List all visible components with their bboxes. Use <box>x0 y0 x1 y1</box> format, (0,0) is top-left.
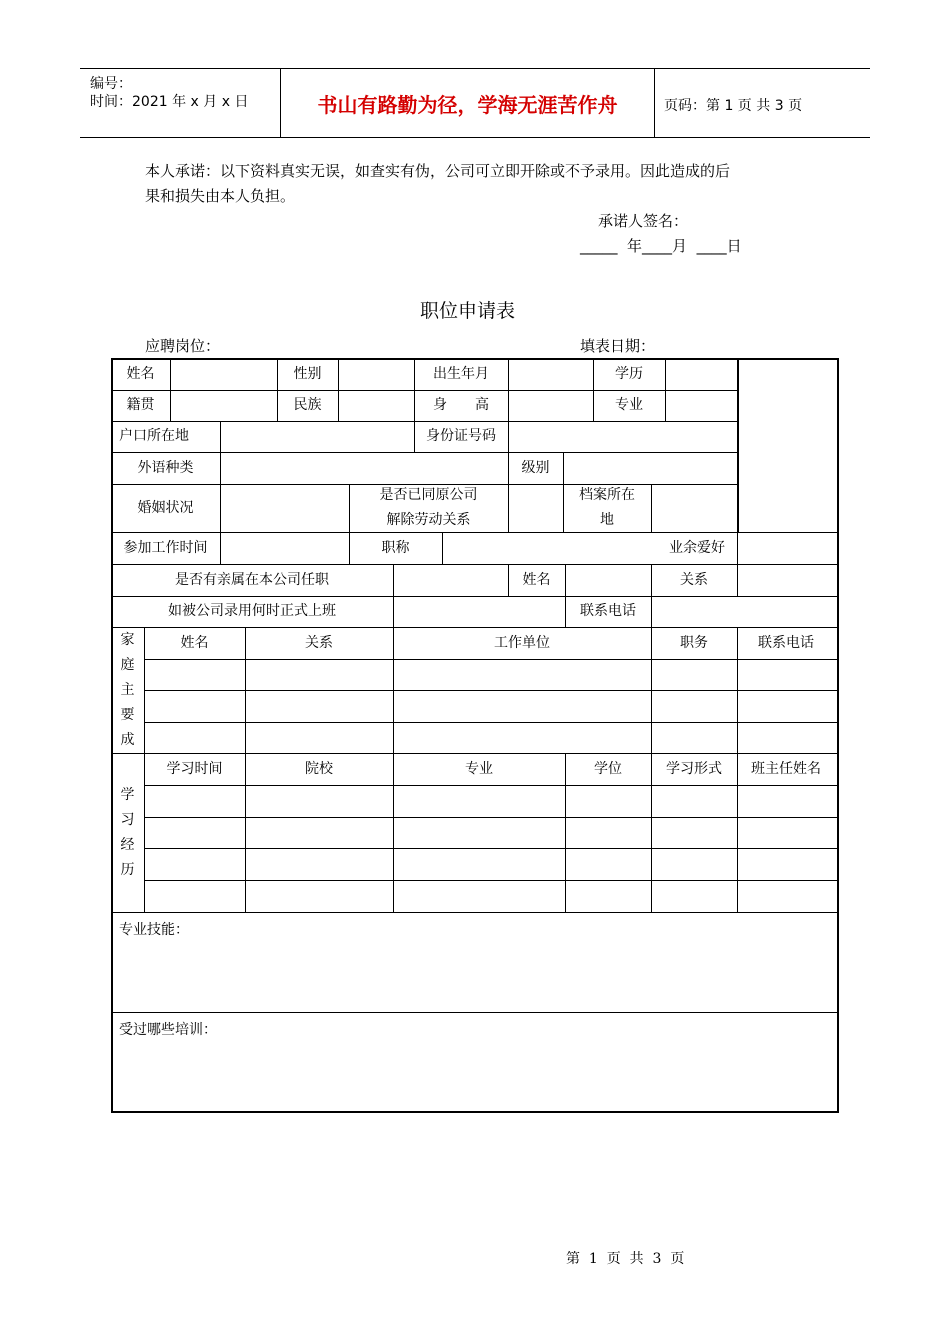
id-number-label: 身份证号码 <box>426 428 496 444</box>
skills-area[interactable] <box>111 912 835 1012</box>
family-side-label-box <box>111 627 144 753</box>
start-work-label: 如被公司录用何时正式上班 <box>168 603 336 619</box>
form-title: 职位申请表 <box>420 300 516 322</box>
signature-date-line: _____ 年____月 ____日 <box>580 237 742 255</box>
promise-line-2: 果和损失由本人负担。 <box>145 187 296 205</box>
page-header <box>80 68 870 138</box>
promise-line-1: 本人承诺：以下资料真实无误，如查实有伪，公司可立即开除或不予录用。因此造成的后 <box>145 162 731 180</box>
contract-terminated-label <box>349 484 508 532</box>
relatives-input[interactable] <box>393 564 508 596</box>
study-header-mode: 学习形式 <box>666 760 722 777</box>
education-input[interactable] <box>665 358 737 390</box>
contract-terminated-label-line1: 是否已同原公司 <box>379 487 478 503</box>
level-label: 级别 <box>521 459 550 476</box>
work-start-label: 参加工作时间 <box>123 539 208 556</box>
study-header-school: 院校 <box>305 760 333 777</box>
training-label: 受过哪些培训： <box>119 1022 217 1038</box>
document-number-label: 编号： <box>90 76 132 92</box>
height-input[interactable] <box>508 390 593 421</box>
id-number-input[interactable] <box>508 421 737 452</box>
name-label: 姓名 <box>126 365 155 382</box>
native-place-label: 籍贯 <box>126 397 155 413</box>
professional-title-input[interactable] <box>442 532 651 564</box>
birth-input[interactable] <box>508 358 593 390</box>
hobby-input[interactable] <box>737 532 835 564</box>
work-start-input[interactable] <box>220 532 349 564</box>
contact-phone-label: 联系电话 <box>580 603 636 619</box>
application-form-table <box>111 358 839 1113</box>
family-header-name: 姓名 <box>180 634 209 651</box>
family-header-position: 职务 <box>680 634 708 651</box>
study-side-label: 学习经历 <box>120 786 135 878</box>
study-row[interactable] <box>144 848 835 880</box>
family-row[interactable] <box>144 722 835 753</box>
family-header-relation: 关系 <box>305 634 333 651</box>
document-time-label: 时间：2021 年 x 月 x 日 <box>90 94 249 110</box>
ethnicity-label: 民族 <box>293 397 322 413</box>
family-side-label: 家庭主要成 <box>120 632 135 748</box>
relative-relation-input[interactable] <box>737 564 835 596</box>
study-header-teacher: 班主任姓名 <box>751 760 821 777</box>
marital-input[interactable] <box>220 484 349 532</box>
contract-terminated-input[interactable] <box>508 484 563 532</box>
birth-label: 出生年月 <box>433 365 489 382</box>
signature-label: 承诺人签名： <box>598 212 689 230</box>
language-label: 外语种类 <box>137 459 194 476</box>
study-header-time: 学习时间 <box>166 760 223 777</box>
study-side-label-box <box>111 753 144 912</box>
header-motto: 书山有路勤为径，学海无涯苦作舟 <box>317 93 618 117</box>
study-header-major: 专业 <box>465 760 493 777</box>
position-applied-label: 应聘岗位： <box>145 337 221 355</box>
page-footer: 第 1 页 共 3 页 <box>566 1251 685 1267</box>
family-row[interactable] <box>144 690 835 722</box>
level-input[interactable] <box>563 452 737 484</box>
height-label: 身 高 <box>433 397 489 413</box>
header-divider <box>654 69 655 137</box>
family-header-employer: 工作单位 <box>494 634 550 651</box>
study-header-degree: 学位 <box>594 760 622 777</box>
header-page-info: 页码：第 1 页 共 3 页 <box>664 98 803 114</box>
hukou-label: 户口所在地 <box>119 428 189 444</box>
ethnicity-input[interactable] <box>338 390 414 421</box>
education-label: 学历 <box>615 365 643 382</box>
major-label: 专业 <box>615 397 643 413</box>
name-input[interactable] <box>170 358 277 390</box>
archive-location-input[interactable] <box>651 484 737 532</box>
language-input[interactable] <box>220 452 508 484</box>
fill-date-label: 填表日期： <box>580 337 656 355</box>
gender-input[interactable] <box>338 358 414 390</box>
relative-relation-label: 关系 <box>680 571 708 588</box>
contract-terminated-label-line2: 解除劳动关系 <box>386 512 471 528</box>
relatives-label: 是否有亲属在本公司任职 <box>175 571 329 588</box>
professional-title-label: 职称 <box>381 539 410 556</box>
hobby-label: 业余爱好 <box>669 539 725 556</box>
archive-location-label <box>563 484 651 532</box>
major-input[interactable] <box>665 390 737 421</box>
archive-location-label-line1: 档案所在 <box>579 487 635 503</box>
skills-label: 专业技能： <box>119 922 189 938</box>
photo-box[interactable] <box>737 358 835 532</box>
relative-name-label: 姓名 <box>522 571 551 588</box>
family-header-phone: 联系电话 <box>758 634 814 651</box>
contact-phone-input[interactable] <box>651 596 835 627</box>
relative-name-input[interactable] <box>565 564 651 596</box>
study-row[interactable] <box>144 880 835 912</box>
training-area[interactable] <box>111 1012 835 1109</box>
marital-label: 婚姻状况 <box>137 499 194 516</box>
study-row[interactable] <box>144 785 835 817</box>
study-row[interactable] <box>144 817 835 848</box>
native-place-input[interactable] <box>170 390 277 421</box>
archive-location-label-line2: 地 <box>600 512 614 528</box>
hukou-input[interactable] <box>220 421 414 452</box>
start-work-input[interactable] <box>393 596 565 627</box>
family-row[interactable] <box>144 659 835 690</box>
gender-label: 性别 <box>293 365 322 382</box>
